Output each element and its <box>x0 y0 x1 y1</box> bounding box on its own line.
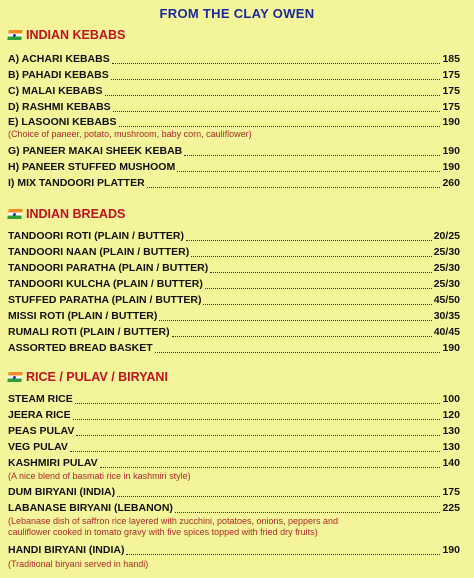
item-price: 25/30 <box>433 246 460 258</box>
item-price: 20/25 <box>433 230 460 242</box>
leader-dots <box>191 248 432 257</box>
item-price: 190 <box>442 145 460 157</box>
section-heading-label: INDIAN BREADS <box>26 207 126 221</box>
item-price: 175 <box>442 69 460 81</box>
leader-dots <box>186 232 432 241</box>
leader-dots <box>203 296 431 305</box>
menu-item <box>8 176 460 190</box>
leader-dots <box>70 443 441 452</box>
leader-dots <box>113 103 441 112</box>
menu-item <box>8 68 460 82</box>
item-name: TANDOORI PARATHA (PLAIN / BUTTER) <box>8 262 209 274</box>
item-name: TANDOORI NAAN (PLAIN / BUTTER) <box>8 246 190 258</box>
menu-item <box>8 261 460 275</box>
menu-item <box>8 144 460 158</box>
menu-item <box>8 160 460 174</box>
item-name: VEG PULAV <box>8 441 68 453</box>
leader-dots <box>147 179 441 188</box>
leader-dots <box>73 411 441 420</box>
leader-dots <box>117 488 440 497</box>
item-name: HANDI BIRYANI (INDIA) <box>8 544 125 556</box>
item-price: 40/45 <box>433 326 460 338</box>
item-price: 120 <box>442 409 460 421</box>
item-name: A) ACHARI KEBABS <box>8 53 110 65</box>
item-price: 30/35 <box>433 310 460 322</box>
item-price: 175 <box>442 101 460 113</box>
item-name: STEAM RICE <box>8 393 73 405</box>
leader-dots <box>177 163 440 172</box>
menu-item <box>8 309 460 323</box>
menu-item <box>8 229 460 243</box>
menu-item <box>8 100 460 114</box>
item-name: STUFFED PARATHA (PLAIN / BUTTER) <box>8 294 202 306</box>
item-price: 25/30 <box>433 262 460 274</box>
leader-dots <box>76 427 440 436</box>
item-price: 260 <box>442 177 460 189</box>
section-heading-label: INDIAN KEBABS <box>26 28 126 42</box>
menu-item <box>8 293 460 307</box>
item-name: ASSORTED BREAD BASKET <box>8 342 153 354</box>
leader-dots <box>112 55 441 64</box>
leader-dots <box>205 280 432 289</box>
menu-item <box>8 392 460 406</box>
item-description: cauliflower cooked in tomato gravy with five spices topped with fried dry fruits) <box>8 527 318 537</box>
leader-dots <box>105 87 441 96</box>
item-name: JEERA RICE <box>8 409 71 421</box>
section-heading-label: RICE / PULAV / BIRYANI <box>26 370 168 384</box>
section-heading-indian-kebabs <box>8 27 125 43</box>
leader-dots <box>210 264 431 273</box>
item-price: 130 <box>442 425 460 437</box>
menu-item <box>8 424 460 438</box>
item-price: 190 <box>442 116 460 128</box>
menu-item <box>8 543 460 557</box>
menu-item <box>8 115 460 129</box>
section-heading-rice-pulav-biryani <box>8 369 168 385</box>
page-title: FROM THE CLAY OWEN <box>159 6 315 21</box>
item-price: 190 <box>442 342 460 354</box>
item-description: (Traditional biryani served in handi) <box>8 559 149 569</box>
item-name: I) MIX TANDOORI PLATTER <box>8 177 145 189</box>
menu-item <box>8 341 460 355</box>
item-price: 225 <box>442 502 460 514</box>
item-price: 175 <box>442 85 460 97</box>
section-heading-indian-breads <box>8 206 125 222</box>
item-name: RUMALI ROTI (PLAIN / BUTTER) <box>8 326 170 338</box>
item-price: 190 <box>442 161 460 173</box>
menu-item <box>8 245 460 259</box>
item-description: (Choice of paneer, potato, mushroom, baby corn, cauliflower) <box>8 129 252 139</box>
item-name: E) LASOONI KEBABS <box>8 116 117 128</box>
leader-dots <box>184 147 440 156</box>
menu-item <box>8 408 460 422</box>
item-price: 130 <box>442 441 460 453</box>
leader-dots <box>119 118 441 127</box>
item-price: 25/30 <box>433 278 460 290</box>
leader-dots <box>126 546 440 555</box>
item-price: 190 <box>442 544 460 556</box>
leader-dots <box>159 312 431 321</box>
item-description: (Lebanase dish of saffron rice layered with zucchini, potatoes, onions, peppers and <box>8 516 339 526</box>
leader-dots <box>100 459 441 468</box>
item-name: G) PANEER MAKAI SHEEK KEBAB <box>8 145 183 157</box>
leader-dots <box>75 395 441 404</box>
menu-item <box>8 440 460 454</box>
menu-item <box>8 456 460 470</box>
item-name: D) RASHMI KEBABS <box>8 101 111 113</box>
item-name: DUM BIRYANI (INDIA) <box>8 486 116 498</box>
item-price: 175 <box>442 486 460 498</box>
indian-flag-icon <box>7 209 22 219</box>
item-name: C) MALAI KEBABS <box>8 85 103 97</box>
item-description: (A nice blend of basmati rice in kashmiri style) <box>8 471 191 481</box>
menu-item <box>8 52 460 66</box>
item-price: 45/50 <box>433 294 460 306</box>
item-price: 140 <box>442 457 460 469</box>
leader-dots <box>111 71 441 80</box>
leader-dots <box>155 344 441 353</box>
item-name: TANDOORI KULCHA (PLAIN / BUTTER) <box>8 278 203 290</box>
indian-flag-icon <box>7 30 22 40</box>
menu-item <box>8 501 460 515</box>
item-name: B) PAHADI KEBABS <box>8 69 109 81</box>
leader-dots <box>175 504 441 513</box>
indian-flag-icon <box>7 372 22 382</box>
item-name: PEAS PULAV <box>8 425 75 437</box>
item-price: 100 <box>442 393 460 405</box>
item-name: LABANASE BIRYANI (LEBANON) <box>8 502 173 514</box>
menu-item <box>8 277 460 291</box>
leader-dots <box>172 328 432 337</box>
item-price: 185 <box>442 53 460 65</box>
item-name: H) PANEER STUFFED MUSHOOM <box>8 161 176 173</box>
menu-item <box>8 84 460 98</box>
menu-item <box>8 485 460 499</box>
item-name: MISSI ROTI (PLAIN / BUTTER) <box>8 310 158 322</box>
menu-item <box>8 325 460 339</box>
item-name: TANDOORI ROTI (PLAIN / BUTTER) <box>8 230 184 242</box>
item-name: KASHMIRI PULAV <box>8 457 98 469</box>
